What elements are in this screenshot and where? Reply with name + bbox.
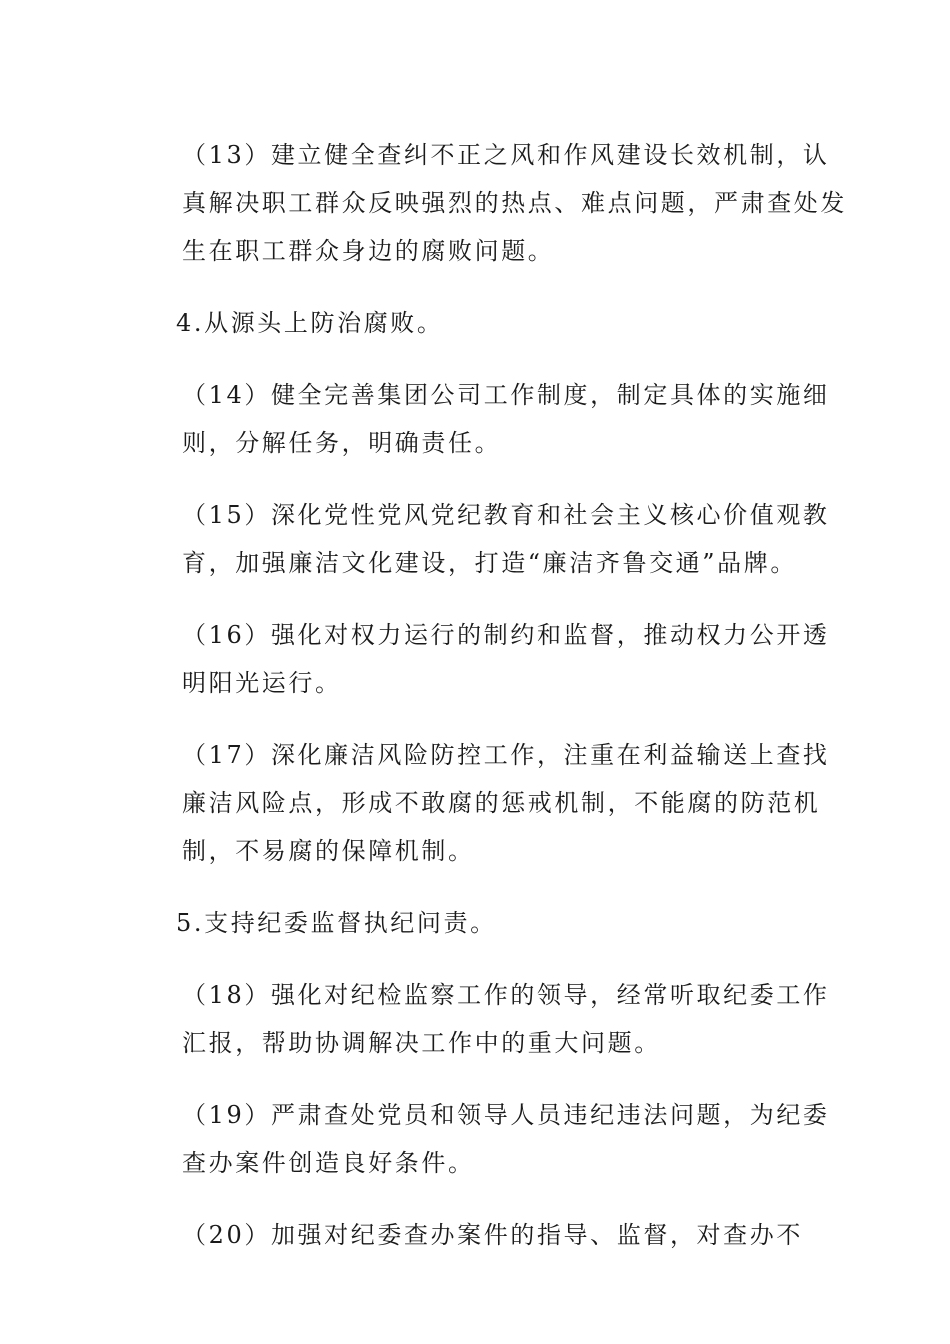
paragraph-item-20 bbox=[146, 1211, 806, 1259]
paragraph-item-19 bbox=[146, 1091, 830, 1187]
paragraph-item-14 bbox=[146, 371, 830, 467]
document-body bbox=[146, 131, 847, 1283]
text-line: 廉洁风险点，形成不敢腐的惩戒机制，不能腐的防范机 bbox=[182, 789, 821, 817]
paragraph-item-18 bbox=[146, 971, 830, 1067]
heading-text: 4.从源头上防治腐败。 bbox=[176, 309, 444, 337]
paragraph-item-16 bbox=[146, 611, 830, 707]
text-line: （19）严肃查处党员和领导人员违纪违法问题，为纪委 bbox=[182, 1101, 830, 1129]
text-line: 制，不易腐的保障机制。 bbox=[182, 837, 475, 865]
text-line: （18）强化对纪检监察工作的领导，经常听取纪委工作 bbox=[182, 981, 830, 1009]
paragraph-item-17 bbox=[146, 731, 830, 875]
text-line: （17）深化廉洁风险防控工作，注重在利益输送上查找 bbox=[182, 741, 830, 769]
text-line: （13）建立健全查纠不正之风和作风建设长效机制，认 bbox=[182, 141, 830, 169]
paragraph-item-15 bbox=[146, 491, 830, 587]
text-line: 汇报，帮助协调解决工作中的重大问题。 bbox=[182, 1029, 661, 1057]
section-heading-5 bbox=[146, 899, 806, 947]
section-heading-4 bbox=[146, 299, 806, 347]
text-line: 则，分解任务，明确责任。 bbox=[182, 429, 502, 457]
heading-text: 5.支持纪委监督执纪问责。 bbox=[176, 909, 497, 937]
text-line: 生在职工群众身边的腐败问题。 bbox=[182, 237, 555, 265]
paragraph-item-13 bbox=[146, 131, 847, 275]
text-line: （16）强化对权力运行的制约和监督，推动权力公开透 bbox=[182, 621, 830, 649]
text-line: （14）健全完善集团公司工作制度，制定具体的实施细 bbox=[182, 381, 830, 409]
text-line: 查办案件创造良好条件。 bbox=[182, 1149, 475, 1177]
text-line: （20）加强对纪委查办案件的指导、监督，对查办不 bbox=[182, 1221, 803, 1249]
text-line: 真解决职工群众反映强烈的热点、难点问题，严肃查处发 bbox=[182, 189, 847, 217]
text-line: （15）深化党性党风党纪教育和社会主义核心价值观教 bbox=[182, 501, 830, 529]
text-line: 明阳光运行。 bbox=[182, 669, 342, 697]
text-line: 育，加强廉洁文化建设，打造“廉洁齐鲁交通”品牌。 bbox=[182, 549, 797, 577]
